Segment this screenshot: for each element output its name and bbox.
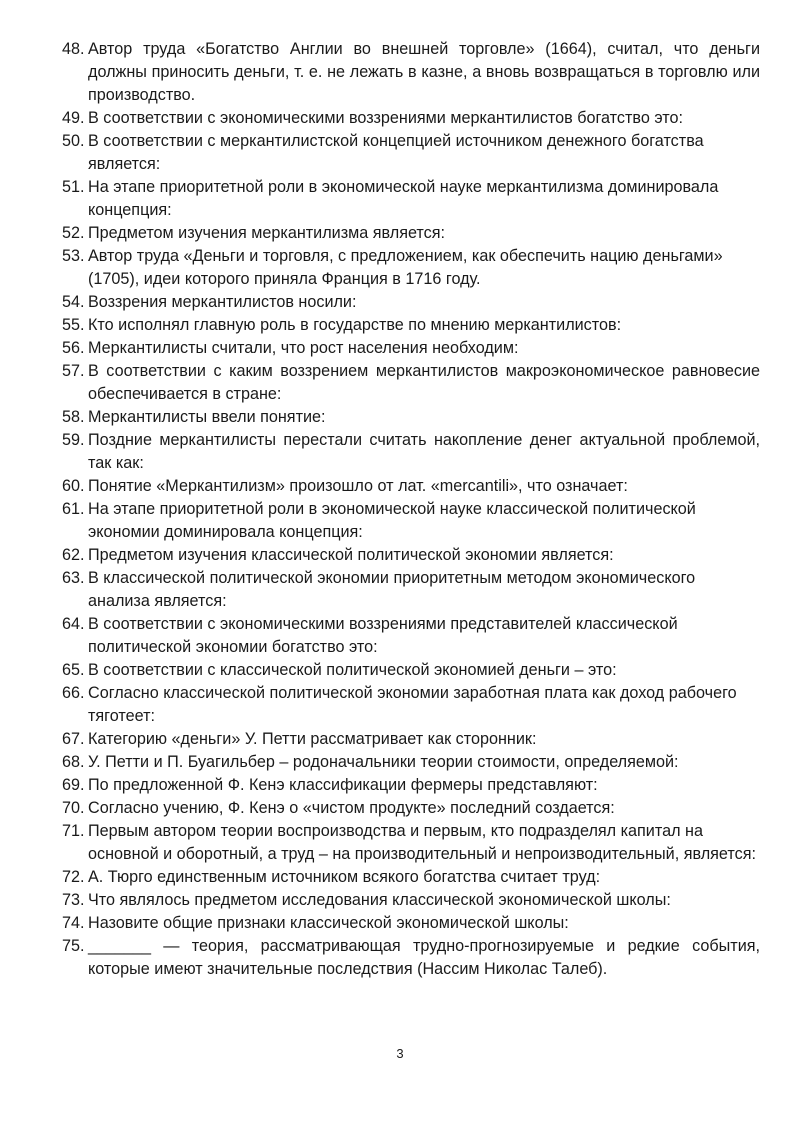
question-number: 64. [62, 615, 85, 633]
question-text: Назовите общие признаки классической экономической школы: [88, 914, 569, 932]
question-number: 57. [62, 362, 85, 380]
question-text: Воззрения меркантилистов носили: [88, 293, 357, 311]
question-text: На этапе приоритетной роли в экономической науке меркантилизма доминировала концепция: [88, 178, 719, 219]
question-text: Предметом изучения классической политической экономии является: [88, 546, 614, 564]
question-item [62, 613, 760, 659]
question-number: 60. [62, 477, 85, 495]
question-item [62, 406, 760, 429]
question-text: Автор труда «Богатство Англии во внешней торговле» (1664), считал, что деньги должны приносить деньги, т. е. не лежать в казне, а вновь возвращаться в торговлю или производство. [88, 40, 760, 104]
question-item [62, 291, 760, 314]
question-text: А. Тюрго единственным источником всякого богатства считает труд: [88, 868, 601, 886]
question-item [62, 337, 760, 360]
question-item [62, 728, 760, 751]
question-number: 69. [62, 776, 85, 794]
question-number: 65. [62, 661, 85, 679]
page-number: 3 [396, 1046, 404, 1061]
question-item [62, 314, 760, 337]
question-item [62, 935, 760, 981]
question-item [62, 889, 760, 912]
question-item [62, 360, 760, 406]
question-item [62, 912, 760, 935]
question-text: В соответствии с меркантилистской концепцией источником денежного богатства является: [88, 132, 704, 173]
question-text: В соответствии с экономическими воззрениями меркантилистов богатство это: [88, 109, 683, 127]
question-item [62, 567, 760, 613]
question-number: 51. [62, 178, 85, 196]
question-text: Автор труда «Деньги и торговля, с предложением, как обеспечить нацию деньгами» (1705), идеи которого приняла Франция в 1716 году. [88, 247, 723, 288]
question-number: 73. [62, 891, 85, 909]
question-number: 48. [62, 40, 85, 58]
question-text: _______ — теория, рассматривающая трудно-прогнозируемые и редкие события, которые имеют значительные последствия (Нассим Николас Талеб). [88, 937, 760, 978]
question-text: Что являлось предметом исследования классической экономической школы: [88, 891, 671, 909]
question-number: 59. [62, 431, 85, 449]
question-text: На этапе приоритетной роли в экономической науке классической политической экономии доминировала концепция: [88, 500, 696, 541]
question-text: Предметом изучения меркантилизма является: [88, 224, 446, 242]
question-item [62, 245, 760, 291]
question-number: 52. [62, 224, 85, 242]
question-item [62, 682, 760, 728]
question-item [62, 797, 760, 820]
question-list [62, 38, 760, 981]
question-item [62, 659, 760, 682]
question-text: У. Петти и П. Буагильбер – родоначальники теории стоимости, определяемой: [88, 753, 679, 771]
question-item [62, 820, 760, 866]
question-item [62, 130, 760, 176]
question-item [62, 751, 760, 774]
question-text: Меркантилисты считали, что рост населения необходим: [88, 339, 519, 357]
question-number: 74. [62, 914, 85, 932]
question-item [62, 475, 760, 498]
question-number: 53. [62, 247, 85, 265]
question-item [62, 222, 760, 245]
question-number: 50. [62, 132, 85, 150]
question-number: 62. [62, 546, 85, 564]
question-item [62, 544, 760, 567]
question-number: 75. [62, 937, 85, 955]
question-text: Первым автором теории воспроизводства и первым, кто подразделял капитал на основной и оборотный, а труд – на производительный и непроизводительный, является: [88, 822, 756, 863]
question-text: В соответствии с классической политической экономией деньги – это: [88, 661, 617, 679]
question-item [62, 38, 760, 107]
question-item [62, 774, 760, 797]
question-text: Понятие «Меркантилизм» произошло от лат. «mercantili», что означает: [88, 477, 628, 495]
question-number: 49. [62, 109, 85, 127]
question-text: Согласно классической политической экономии заработная плата как доход рабочего тяготеет: [88, 684, 737, 725]
question-text: В соответствии с каким воззрением меркантилистов макроэкономическое равновесие обеспечивается в стране: [88, 362, 760, 403]
question-text: В соответствии с экономическими воззрениями представителей классической политической экономии богатство это: [88, 615, 678, 656]
question-text: По предложенной Ф. Кенэ классификации фермеры представляют: [88, 776, 598, 794]
question-number: 67. [62, 730, 85, 748]
question-number: 55. [62, 316, 85, 334]
question-number: 68. [62, 753, 85, 771]
question-text: Меркантилисты ввели понятие: [88, 408, 326, 426]
question-number: 54. [62, 293, 85, 311]
question-text: Поздние меркантилисты перестали считать накопление денег актуальной проблемой, так как: [88, 431, 760, 472]
question-item [62, 498, 760, 544]
question-number: 70. [62, 799, 85, 817]
question-number: 56. [62, 339, 85, 357]
question-number: 63. [62, 569, 85, 587]
question-item [62, 429, 760, 475]
question-text: Кто исполнял главную роль в государстве по мнению меркантилистов: [88, 316, 622, 334]
question-item [62, 176, 760, 222]
question-item [62, 866, 760, 889]
question-text: Согласно учению, Ф. Кенэ о «чистом продукте» последний создается: [88, 799, 615, 817]
question-number: 58. [62, 408, 85, 426]
question-number: 61. [62, 500, 85, 518]
question-number: 72. [62, 868, 85, 886]
question-text: Категорию «деньги» У. Петти рассматривает как сторонник: [88, 730, 537, 748]
question-number: 71. [62, 822, 85, 840]
question-text: В классической политической экономии приоритетным методом экономического анализа является: [88, 569, 696, 610]
question-number: 66. [62, 684, 85, 702]
question-item [62, 107, 760, 130]
